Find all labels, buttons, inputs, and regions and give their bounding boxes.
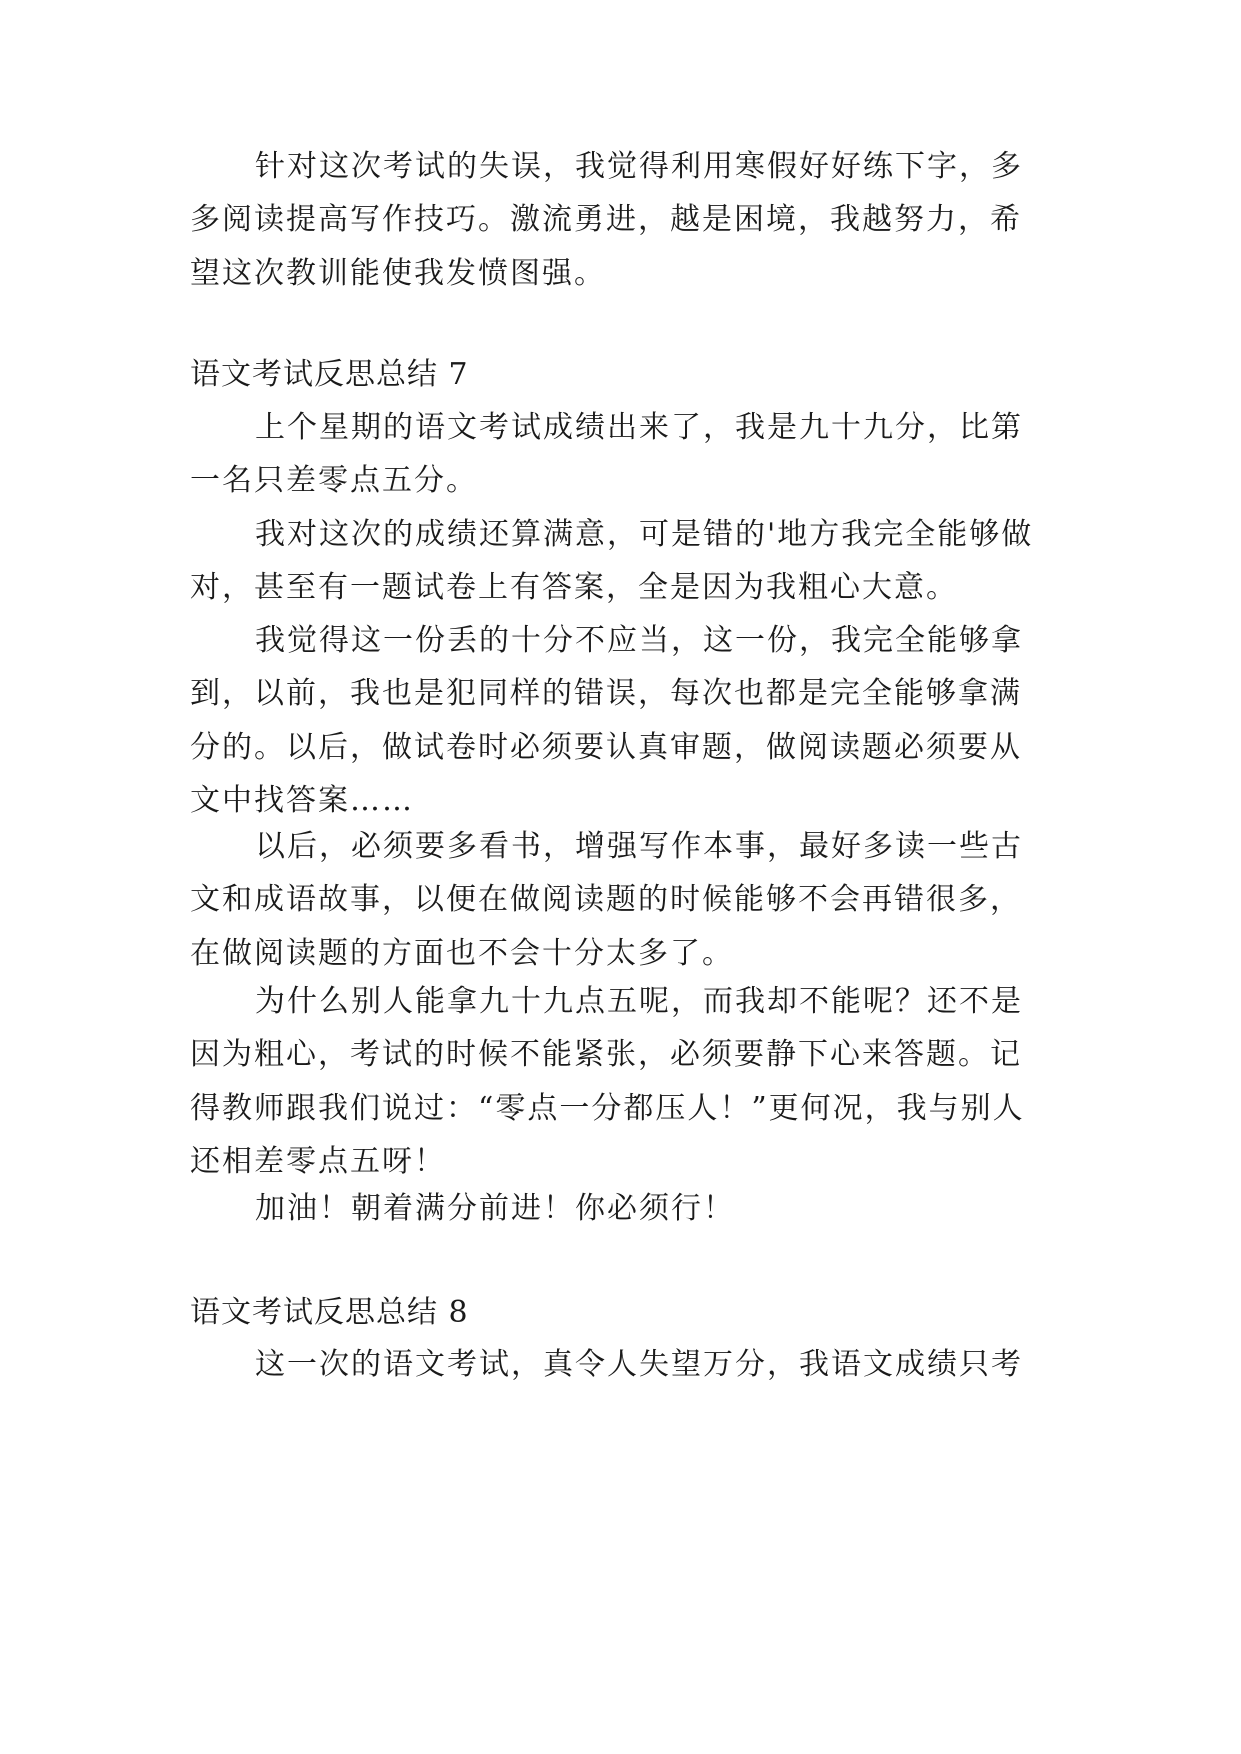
paragraph-4: 我觉得这一份丢的十分不应当，这一份，我完全能够拿到，以前，我也是犯同样的错误，每次也都是完全能够拿满分的。以后，做试卷时必须要认真审题，做阅读题必须要从文中找答案……	[190, 623, 1023, 818]
paragraph-1: 针对这次考试的失误，我觉得利用寒假好好练下字，多多阅读提高写作技巧。激流勇进，越是困境，我越努力，希望这次教训能使我发愤图强。	[190, 149, 1023, 291]
section-heading-7: 语文考试反思总结 7	[190, 357, 469, 392]
paragraph-3: 我对这次的成绩还算满意，可是错的'地方我完全能够做对，甚至有一题试卷上有答案，全是因为我粗心大意。	[190, 517, 1034, 606]
paragraph-7: 加油！朝着满分前进！你必须行！	[255, 1191, 735, 1226]
paragraph-8: 这一次的语文考试，真令人失望万分，我语文成绩只考	[255, 1347, 1023, 1382]
section-heading-8: 语文考试反思总结 8	[190, 1295, 469, 1330]
paragraph-6: 为什么别人能拿九十九点五呢，而我却不能呢？还不是因为粗心，考试的时候不能紧张，必须要静下心来答题。记得教师跟我们说过：“零点一分都压人！”更何况，我与别人还相差零点五呀！	[190, 984, 1025, 1179]
paragraph-2: 上个星期的语文考试成绩出来了，我是九十九分，比第一名只差零点五分。	[190, 410, 1023, 499]
paragraph-5: 以后，必须要多看书，增强写作本事，最好多读一些古文和成语故事，以便在做阅读题的时候能够不会再错很多，在做阅读题的方面也不会十分太多了。	[190, 829, 1023, 971]
